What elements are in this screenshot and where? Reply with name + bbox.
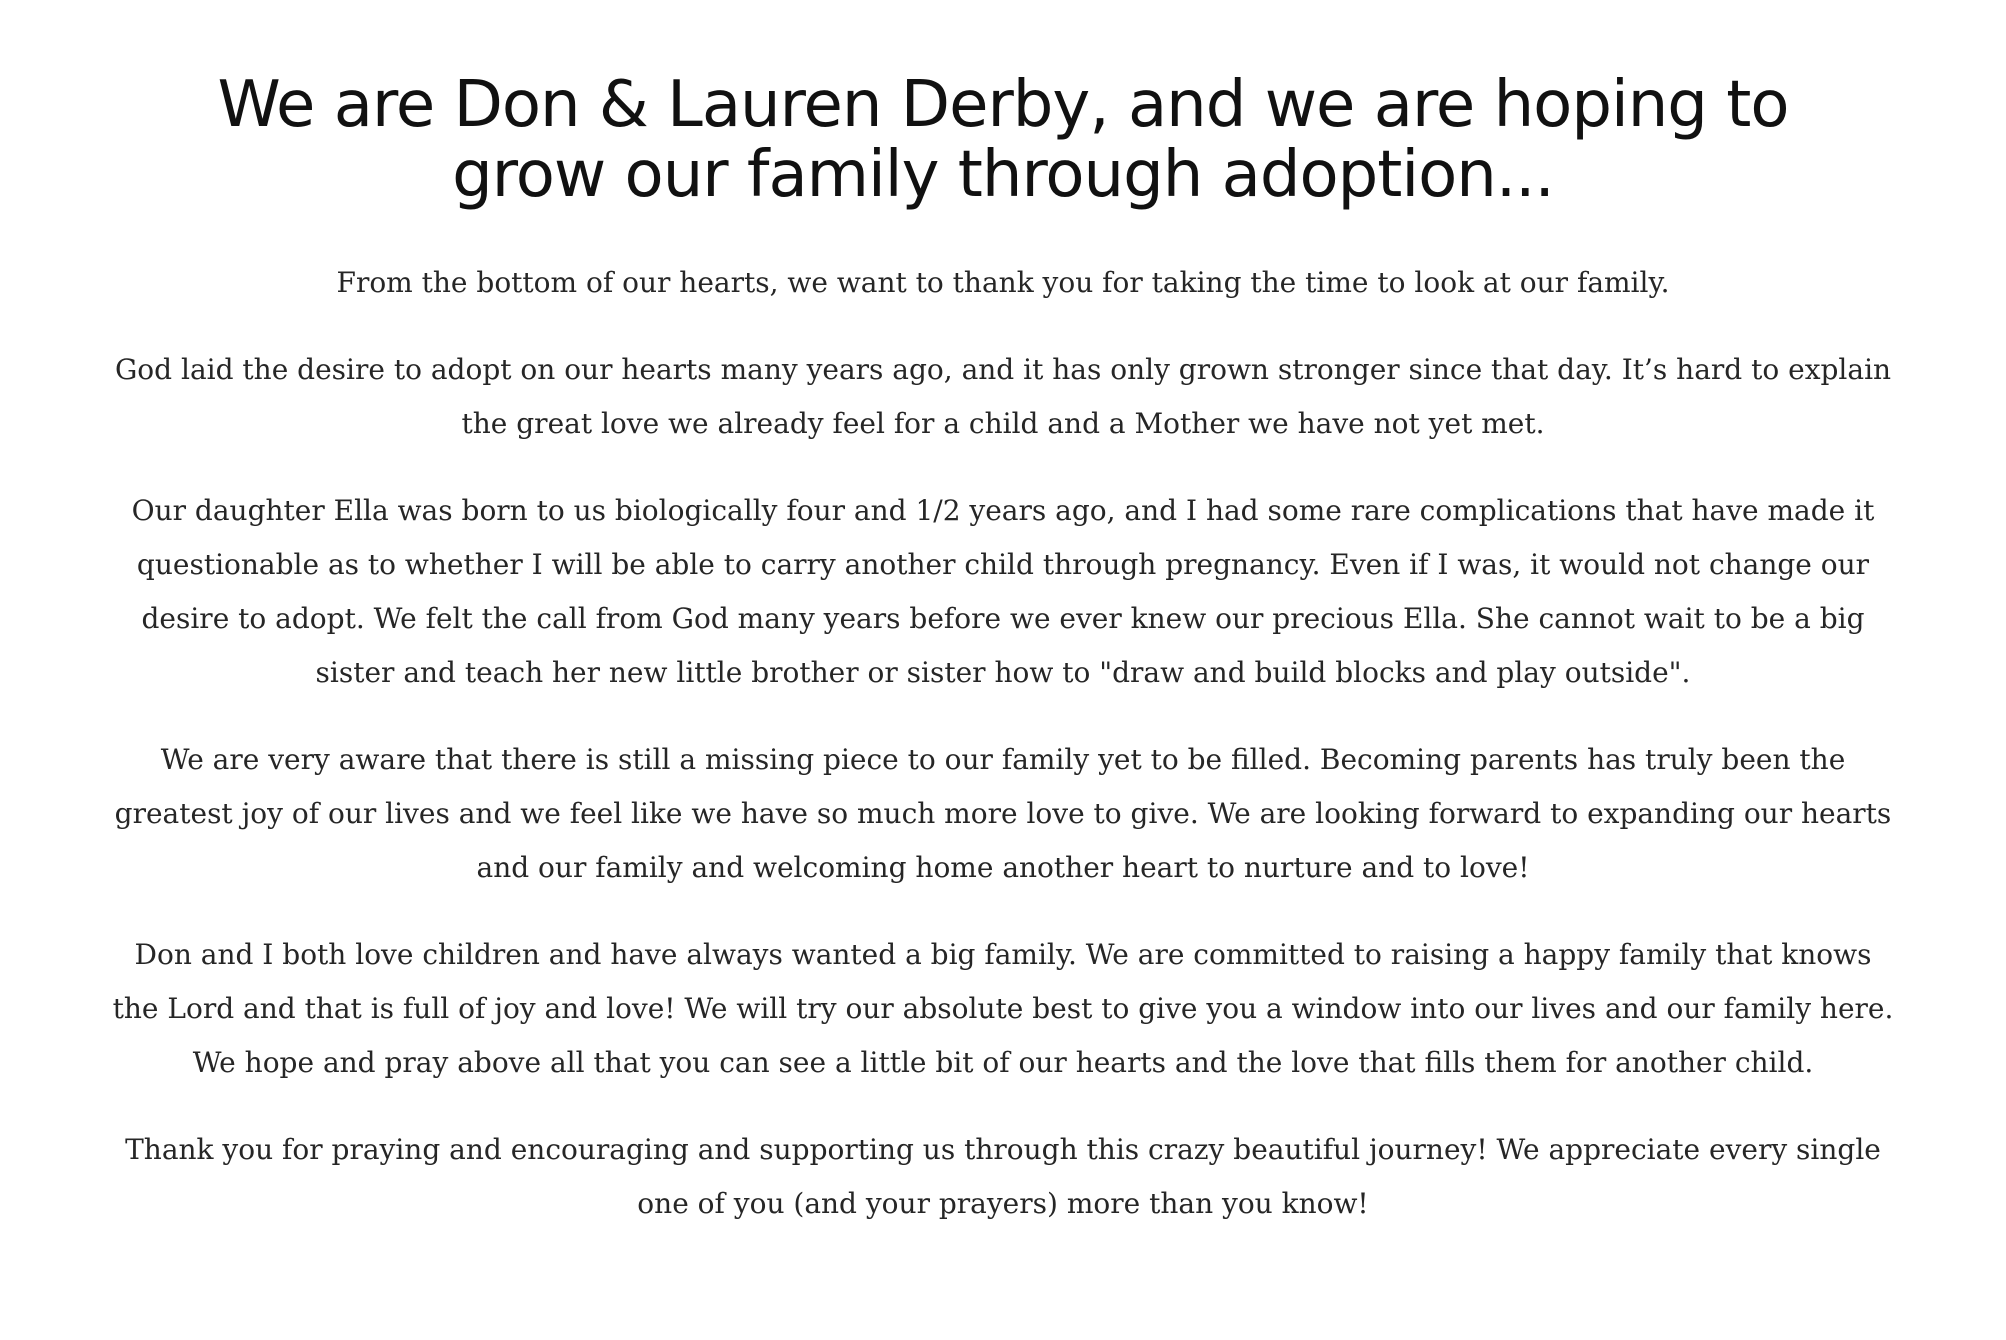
paragraph-thank-you: From the bottom of our hearts, we want to thank you for taking the time to look at our family.: [336, 266, 1670, 299]
paragraph-desire-to-adopt: God laid the desire to adopt on our hearts many years ago, and it has only grown stronger since that day. It’s hard to explain the great love we already feel for a child and a Mother we have not yet met.: [114, 353, 1892, 440]
paragraph-big-family: Don and I both love children and have always wanted a big family. We are committed to raising a happy family that knows the Lord and that is full of joy and love! We will try our absolute best to give you a window into our lives and our family here. We hope and pray above all that you can see a little bit of our hearts and the love that fills them for another child.: [112, 938, 1894, 1079]
paragraph-closing-thanks: Thank you for praying and encouraging and supporting us through this crazy beautiful journey! We appreciate every single one of you (and your prayers) more than you know!: [125, 1133, 1881, 1220]
paragraph-daughter-ella: Our daughter Ella was born to us biologically four and 1/2 years ago, and I had some rare complications that have made it questionable as to whether I will be able to carry another child through pregnancy. Even if I was, it would not change our desire to adopt. We felt the call from God many years before we ever knew our precious Ella. She cannot wait to be a big sister and teach her new little brother or sister how to "draw and build blocks and play outside".: [131, 494, 1875, 689]
paragraph-missing-piece: We are very aware that there is still a missing piece to our family yet to be filled. Becoming parents has truly been the greatest joy of our lives and we feel like we have so much more love to give. We are looking forward to expanding our hearts and our family and welcoming home another heart to nurture and to love!: [114, 743, 1892, 884]
intro-section: [110, 256, 1896, 1231]
page-title: We are Don & Lauren Derby, and we are hoping to grow our family through adoption...: [217, 68, 1789, 212]
main-content: [110, 70, 1896, 1264]
